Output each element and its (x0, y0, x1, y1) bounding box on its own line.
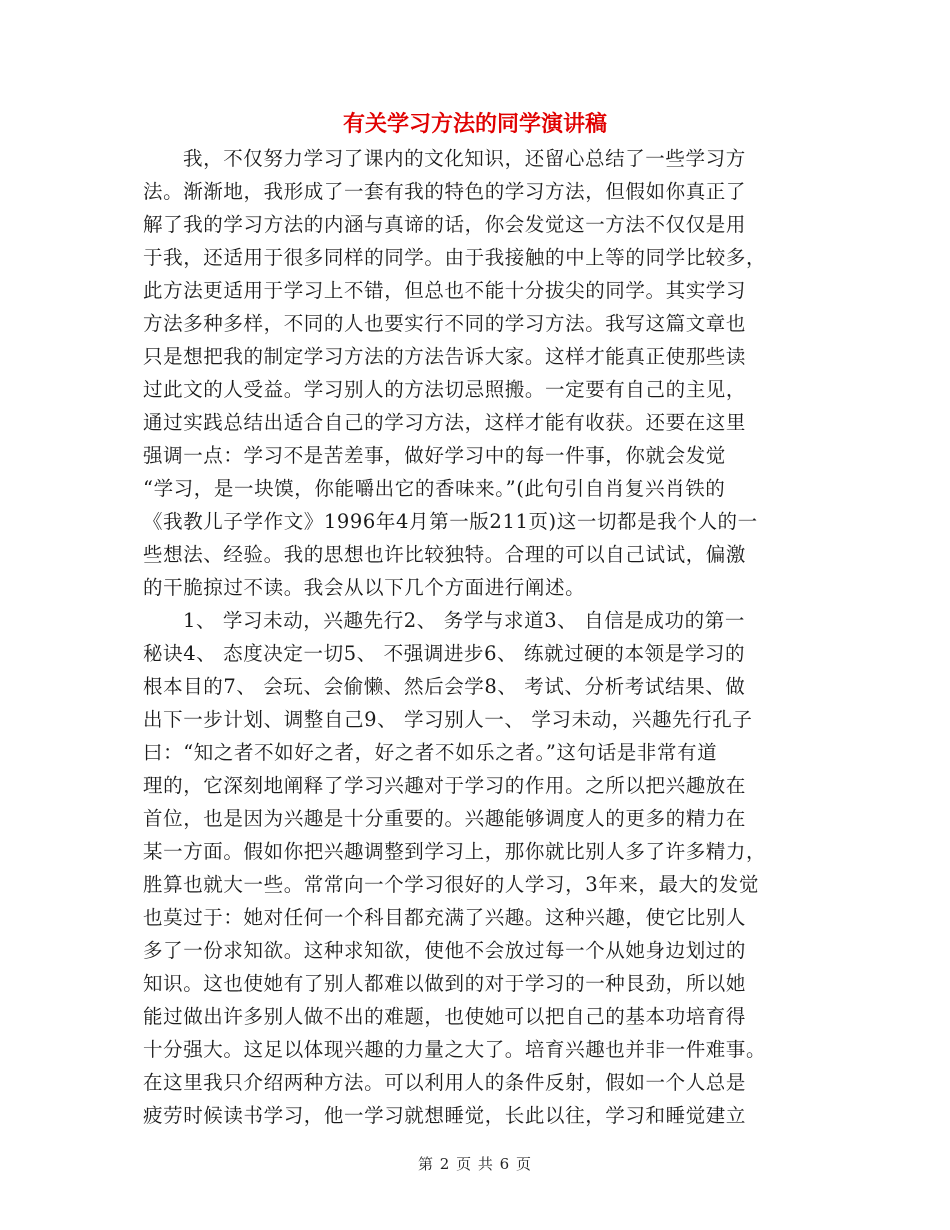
text-line: 首位，也是因为兴趣是十分重要的。兴趣能够调度人的更多的精力在 (143, 807, 747, 830)
text-line: 根本目的7、 会玩、会偷懒、然后会学8、 考试、分析考试结果、做 (143, 675, 746, 698)
text-line: 解了我的学习方法的内涵与真谛的话，你会发觉这一方法不仅仅是用 (143, 213, 747, 236)
text-line: 疲劳时候读书学习，他一学习就想睡觉，长此以往，学习和睡觉建立 (143, 1104, 747, 1127)
text-line: 我，不仅努力学习了课内的文化知识，还留心总结了一些学习方 (183, 147, 746, 170)
text-line: 曰：“知之者不如好之者，好之者不如乐之者。”这句话是非常有道 (143, 741, 718, 764)
text-line: 出下一步计划、调整自己9、 学习别人一、 学习未动，兴趣先行孔子 (143, 708, 753, 731)
text-line: 强调一点：学习不是苦差事，做好学习中的每一件事，你就会发觉 (143, 444, 726, 467)
text-line: 理的，它深刻地阐释了学习兴趣对于学习的作用。之所以把兴趣放在 (143, 774, 747, 797)
text-line: 十分强大。这足以体现兴趣的力量之大了。培育兴趣也并非一件难事。 (143, 1038, 767, 1061)
text-line: 过此文的人受益。学习别人的方法切忌照搬。一定要有自己的主见， (143, 378, 747, 401)
text-line: 能过做出许多别人做不出的难题，也使她可以把自己的基本功培育得 (143, 1005, 747, 1028)
document-title: 有关学习方法的同学演讲稿 (342, 112, 607, 137)
text-line: 《我教儿子学作文》1996年4月第一版211页)这一切都是我个人的一 (143, 510, 758, 533)
text-line: 的干脆掠过不读。我会从以下几个方面进行阐述。 (143, 576, 586, 599)
text-line: 法。渐渐地，我形成了一套有我的特色的学习方法，但假如你真正了 (143, 180, 747, 203)
text-line: 也莫过于：她对任何一个科目都充满了兴趣。这种兴趣，使它比别人 (143, 906, 747, 929)
text-line: 知识。这也使她有了别人都难以做到的对于学习的一种艮劲，所以她 (143, 972, 747, 995)
text-line: 只是想把我的制定学习方法的方法告诉大家。这样才能真正使那些读 (143, 345, 747, 368)
text-line: 些想法、经验。我的思想也许比较独特。合理的可以自己试试，偏激 (143, 543, 747, 566)
text-line: 此方法更适用于学习上不错，但总也不能十分拔尖的同学。其实学习 (143, 279, 747, 302)
text-line: 在这里我只介绍两种方法。可以利用人的条件反射，假如一个人总是 (143, 1071, 747, 1094)
text-line: 通过实践总结出适合自己的学习方法，这样才能有收获。还要在这里 (143, 411, 747, 434)
text-line: 秘诀4、 态度决定一切5、 不强调进步6、 练就过硬的本领是学习的 (143, 642, 746, 665)
text-line: “学习，是一块馍，你能嚼出它的香味来。”(此句引自肖复兴肖铁的 (143, 477, 726, 500)
text-line: 方法多种多样，不同的人也要实行不同的学习方法。我写这篇文章也 (143, 312, 747, 335)
document-body (143, 142, 808, 1132)
text-line: 胜算也就大一些。常常向一个学习很好的人学习，3年来，最大的发觉 (143, 873, 760, 896)
text-line: 多了一份求知欲。这种求知欲，使他不会放过每一个从她身边划过的 (143, 939, 747, 962)
text-line: 某一方面。假如你把兴趣调整到学习上，那你就比别人多了许多精力， (143, 840, 767, 863)
page-footer: 第 2 页 共 6 页 (418, 1155, 532, 1173)
text-line: 1、 学习未动，兴趣先行2、 务学与求道3、 自信是成功的第一 (183, 609, 745, 632)
text-line: 于我，还适用于很多同样的同学。由于我接触的中上等的同学比较多， (143, 246, 767, 269)
